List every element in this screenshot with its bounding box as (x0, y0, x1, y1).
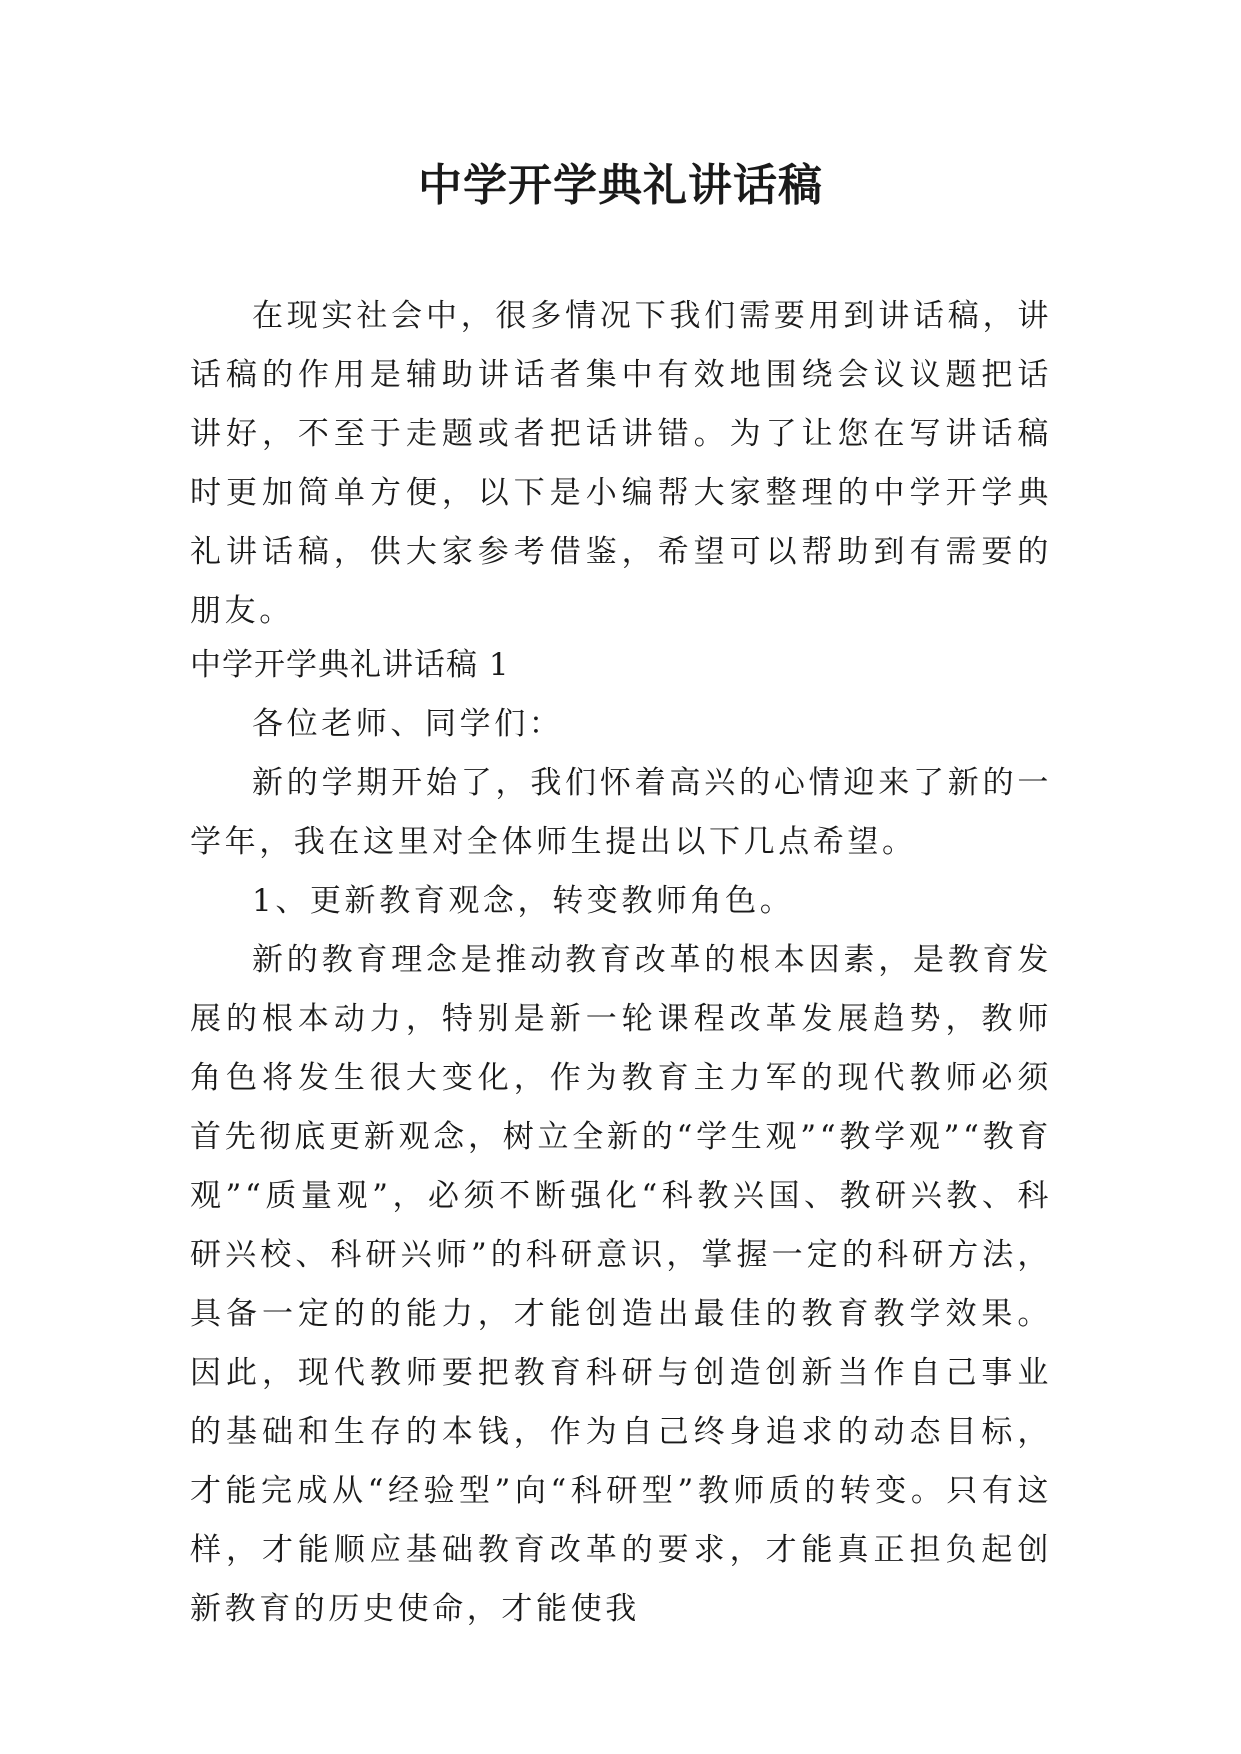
body-paragraph: 新的教育理念是推动教育改革的根本因素，是教育发展的根本动力，特别是新一轮课程改革发展趋势，教师角色将发生很大变化，作为教育主力军的现代教师必须首先彻底更新观念，树立全新的“学生观”“教学观”“教育观”“质量观”，必须不断强化“科教兴国、教研兴教、科研兴校、科研兴师”的科研意识，掌握一定的科研方法，具备一定的的能力，才能创造出最佳的教育教学效果。因此，现代教师要把教育科研与创造创新当作自己事业的基础和生存的本钱，作为自己终身追求的动态目标，才能完成从“经验型”向“科研型”教师质的转变。只有这样，才能顺应基础教育改革的要求，才能真正担负起创新教育的历史使命，才能使我 (190, 942, 1052, 1627)
point-heading: 1、更新教育观念，转变教师角色。 (252, 883, 795, 919)
speech-section (190, 636, 1052, 1639)
salutation-paragraph: 各位老师、同学们： (252, 706, 564, 742)
body-paragraph: 新的学期开始了，我们怀着高兴的心情迎来了新的一学年，我在这里对全体师生提出以下几点希望。 (190, 765, 1052, 860)
intro-block (190, 287, 1052, 641)
intro-paragraph: 在现实社会中，很多情况下我们需要用到讲话稿，讲话稿的作用是辅助讲话者集中有效地围绕会议议题把话讲好，不至于走题或者把话讲错。为了让您在写讲话稿时更加简单方便，以下是小编帮大家整理的中学开学典礼讲话稿，供大家参考借鉴，希望可以帮助到有需要的朋友。 (190, 298, 1052, 629)
document-title: 中学开学典礼讲话稿 (418, 160, 823, 211)
section-heading: 中学开学典礼讲话稿 1 (190, 647, 510, 683)
